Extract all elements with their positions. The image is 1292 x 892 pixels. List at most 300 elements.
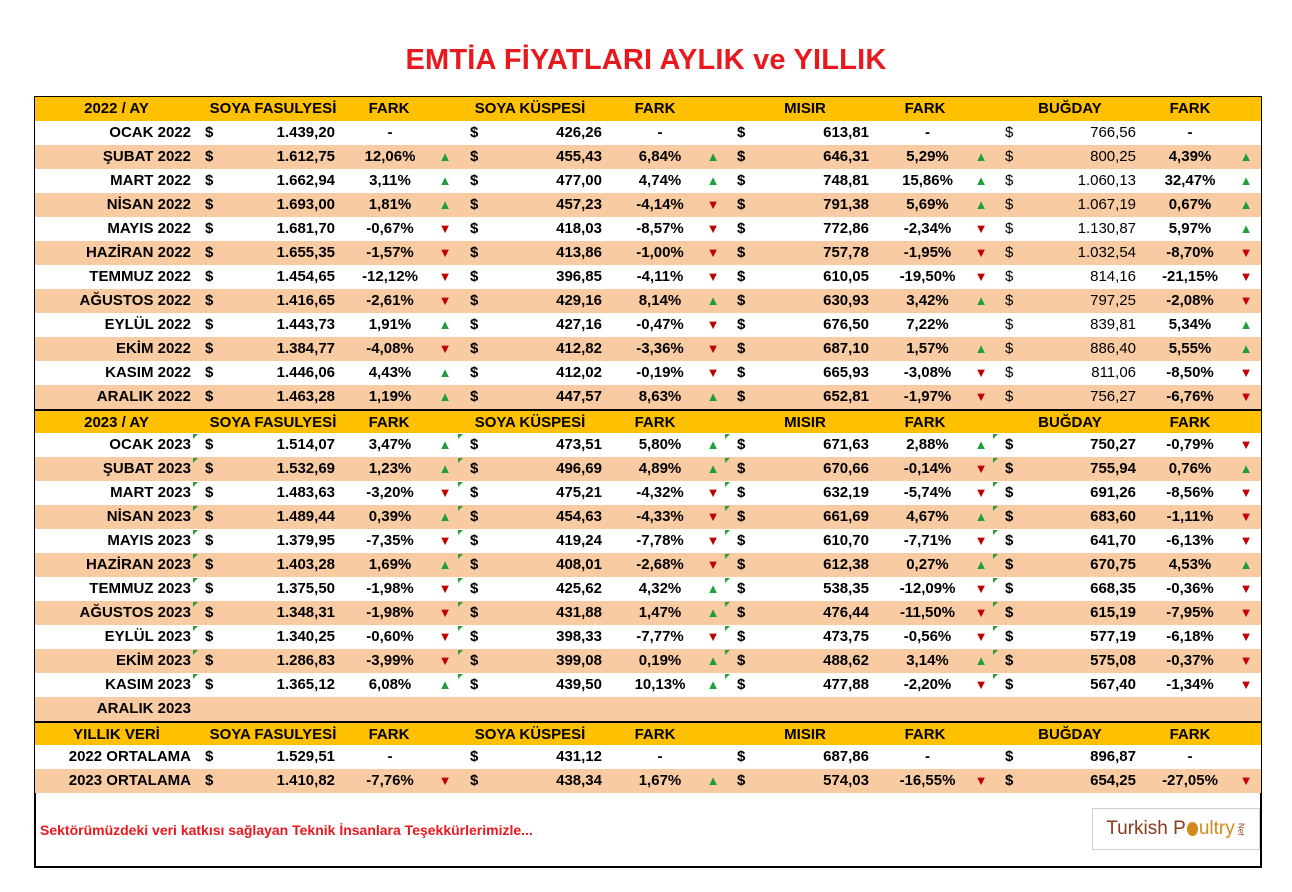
currency-symbol: $ bbox=[470, 388, 479, 405]
change-value: 5,97% bbox=[1168, 220, 1212, 237]
price-value: 1.130,87 bbox=[1077, 220, 1136, 237]
up-arrow-icon: ▲ bbox=[1239, 317, 1253, 332]
row-label: ŞUBAT 2023 bbox=[102, 460, 191, 477]
down-arrow-icon: ▼ bbox=[974, 773, 988, 788]
currency-symbol: $ bbox=[205, 364, 214, 381]
up-arrow-icon: ▲ bbox=[1239, 221, 1253, 236]
change-value: 3,47% bbox=[368, 436, 412, 453]
currency-symbol: $ bbox=[470, 556, 479, 573]
change-value: 4,89% bbox=[638, 460, 682, 477]
price-value: 408,01 bbox=[556, 556, 602, 573]
currency-symbol: $ bbox=[205, 556, 214, 573]
change-value: -1,98% bbox=[366, 580, 414, 597]
row-label: HAZİRAN 2023 bbox=[85, 556, 191, 573]
column-header: YILLIK VERİ bbox=[73, 726, 160, 743]
currency-symbol: $ bbox=[470, 772, 479, 789]
change-value: 4,53% bbox=[1168, 556, 1212, 573]
comment-marker bbox=[193, 650, 198, 655]
change-value: 8,63% bbox=[638, 388, 682, 405]
currency-symbol: $ bbox=[1005, 244, 1014, 261]
column-header: BUĞDAY bbox=[1038, 100, 1102, 117]
down-arrow-icon: ▼ bbox=[1239, 293, 1253, 308]
change-value: 4,74% bbox=[638, 172, 682, 189]
comment-marker bbox=[193, 482, 198, 487]
price-value: 646,31 bbox=[823, 148, 869, 165]
currency-symbol: $ bbox=[205, 532, 214, 549]
price-value: 438,34 bbox=[556, 772, 602, 789]
currency-symbol: $ bbox=[1005, 316, 1014, 333]
price-value: 427,16 bbox=[556, 316, 602, 333]
column-header: FARK bbox=[904, 726, 946, 743]
price-value: 1.416,65 bbox=[276, 292, 335, 309]
price-value: 676,50 bbox=[823, 316, 869, 333]
change-value: 1,57% bbox=[906, 340, 949, 357]
change-value: -0,47% bbox=[636, 316, 684, 333]
change-value: -0,36% bbox=[1166, 580, 1214, 597]
down-arrow-icon: ▼ bbox=[706, 365, 720, 380]
currency-symbol: $ bbox=[737, 124, 746, 141]
comment-marker bbox=[725, 458, 730, 463]
change-value: - bbox=[657, 748, 663, 765]
price-value: 476,44 bbox=[823, 604, 869, 621]
table-row bbox=[35, 601, 1261, 625]
price-value: 670,66 bbox=[823, 460, 869, 477]
change-value: 8,14% bbox=[638, 292, 682, 309]
comment-marker bbox=[458, 482, 463, 487]
change-value: -21,15% bbox=[1162, 268, 1218, 285]
currency-symbol: $ bbox=[1005, 268, 1014, 285]
column-header: 2022 / AY bbox=[84, 100, 149, 117]
price-value: 1.067,19 bbox=[1077, 196, 1136, 213]
table-row bbox=[35, 553, 1261, 577]
currency-symbol: $ bbox=[205, 628, 214, 645]
currency-symbol: $ bbox=[737, 580, 746, 597]
currency-symbol: $ bbox=[1005, 172, 1014, 189]
row-label: TEMMUZ 2023 bbox=[89, 580, 191, 597]
row-label: AĞUSTOS 2022 bbox=[79, 292, 191, 309]
price-value: 1.439,20 bbox=[276, 124, 335, 141]
change-value: 7,22% bbox=[906, 316, 949, 333]
price-value: 757,78 bbox=[823, 244, 869, 261]
currency-symbol: $ bbox=[470, 148, 479, 165]
currency-symbol: $ bbox=[737, 460, 746, 477]
change-value: 5,55% bbox=[1168, 340, 1212, 357]
currency-symbol: $ bbox=[1005, 388, 1014, 405]
currency-symbol: $ bbox=[737, 268, 746, 285]
currency-symbol: $ bbox=[1005, 508, 1014, 525]
comment-marker bbox=[458, 530, 463, 535]
currency-symbol: $ bbox=[205, 388, 214, 405]
price-value: 425,62 bbox=[556, 580, 602, 597]
up-arrow-icon: ▲ bbox=[1239, 557, 1253, 572]
currency-symbol: $ bbox=[470, 652, 479, 669]
up-arrow-icon: ▲ bbox=[706, 293, 720, 308]
price-value: 1.529,51 bbox=[276, 748, 335, 765]
row-label: NİSAN 2022 bbox=[106, 196, 191, 213]
price-value: 886,40 bbox=[1090, 340, 1136, 357]
currency-symbol: $ bbox=[737, 604, 746, 621]
change-value: -3,20% bbox=[366, 484, 414, 501]
down-arrow-icon: ▼ bbox=[1239, 269, 1253, 284]
change-value: -2,61% bbox=[366, 292, 414, 309]
price-value bbox=[215, 697, 335, 721]
comment-marker bbox=[458, 458, 463, 463]
currency-symbol: $ bbox=[470, 628, 479, 645]
change-value: 4,67% bbox=[906, 508, 949, 525]
change-value: -2,20% bbox=[903, 676, 952, 693]
price-value: 1.463,28 bbox=[276, 388, 335, 405]
row-label: ARALIK 2023 bbox=[96, 700, 191, 717]
price-value: 457,23 bbox=[556, 196, 602, 213]
down-arrow-icon: ▼ bbox=[438, 245, 452, 260]
column-header: SOYA FASULYESİ bbox=[209, 100, 337, 117]
down-arrow-icon: ▼ bbox=[706, 485, 720, 500]
change-value: -1,57% bbox=[366, 244, 414, 261]
table-row bbox=[35, 337, 1261, 361]
currency-symbol: $ bbox=[1005, 604, 1014, 621]
down-arrow-icon: ▼ bbox=[974, 365, 988, 380]
currency-symbol: $ bbox=[470, 460, 479, 477]
down-arrow-icon: ▼ bbox=[438, 341, 452, 356]
change-value: 1,19% bbox=[368, 388, 412, 405]
price-value: 750,27 bbox=[1090, 436, 1136, 453]
down-arrow-icon: ▼ bbox=[706, 341, 720, 356]
change-value: - bbox=[925, 748, 930, 765]
comment-marker bbox=[193, 434, 198, 439]
thanks-note: Sektörümüzdeki veri katkısı sağlayan Teknik İnsanlara Teşekkürlerimizle... bbox=[40, 822, 533, 838]
currency-symbol: $ bbox=[470, 340, 479, 357]
down-arrow-icon: ▼ bbox=[1239, 533, 1253, 548]
down-arrow-icon: ▼ bbox=[438, 221, 452, 236]
change-value: 0,27% bbox=[906, 556, 949, 573]
row-label: EYLÜL 2022 bbox=[104, 316, 191, 333]
change-value: - bbox=[1187, 124, 1193, 141]
change-value: -4,11% bbox=[636, 268, 684, 285]
currency-symbol: $ bbox=[470, 604, 479, 621]
up-arrow-icon: ▲ bbox=[1239, 461, 1253, 476]
change-value: -2,68% bbox=[636, 556, 684, 573]
comment-marker bbox=[458, 602, 463, 607]
up-arrow-icon: ▲ bbox=[706, 677, 720, 692]
up-arrow-icon: ▲ bbox=[974, 341, 988, 356]
currency-symbol: $ bbox=[205, 268, 214, 285]
table-row bbox=[35, 433, 1261, 457]
column-header: FARK bbox=[634, 726, 676, 743]
logo-text-2: ultry bbox=[1198, 818, 1235, 839]
table-row bbox=[35, 577, 1261, 601]
change-value: 1,67% bbox=[638, 772, 682, 789]
currency-symbol: $ bbox=[205, 220, 214, 237]
price-value bbox=[749, 697, 869, 721]
column-header: FARK bbox=[904, 100, 946, 117]
change-value: -1,34% bbox=[1166, 676, 1214, 693]
down-arrow-icon: ▼ bbox=[438, 605, 452, 620]
price-value: 1.655,35 bbox=[276, 244, 335, 261]
change-value: 6,84% bbox=[638, 148, 682, 165]
currency-symbol: $ bbox=[470, 172, 479, 189]
up-arrow-icon: ▲ bbox=[438, 365, 452, 380]
change-value: -12,09% bbox=[899, 580, 956, 597]
comment-marker bbox=[993, 482, 998, 487]
change-value: -5,74% bbox=[903, 484, 952, 501]
price-value: 473,75 bbox=[823, 628, 869, 645]
table-row bbox=[35, 481, 1261, 505]
table-row bbox=[35, 649, 1261, 673]
row-label: 2023 ORTALAMA bbox=[68, 772, 191, 789]
price-value: 1.693,00 bbox=[276, 196, 335, 213]
up-arrow-icon: ▲ bbox=[438, 509, 452, 524]
change-value: -1,11% bbox=[1166, 508, 1214, 525]
comment-marker bbox=[725, 578, 730, 583]
price-value: 1.489,44 bbox=[276, 508, 335, 525]
price-value: 610,05 bbox=[823, 268, 869, 285]
price-value: 477,88 bbox=[823, 676, 869, 693]
table-row bbox=[35, 745, 1261, 769]
price-value: 1.348,31 bbox=[276, 604, 335, 621]
table-row bbox=[35, 625, 1261, 649]
change-value: -0,19% bbox=[636, 364, 684, 381]
price-value: 612,38 bbox=[823, 556, 869, 573]
comment-marker bbox=[725, 602, 730, 607]
currency-symbol: $ bbox=[1005, 340, 1014, 357]
currency-symbol: $ bbox=[737, 532, 746, 549]
price-value: 797,25 bbox=[1090, 292, 1136, 309]
currency-symbol: $ bbox=[1005, 364, 1014, 381]
price-value: 1.060,13 bbox=[1077, 172, 1136, 189]
price-value: 748,81 bbox=[823, 172, 869, 189]
currency-symbol: $ bbox=[737, 652, 746, 669]
currency-symbol: $ bbox=[205, 316, 214, 333]
comment-marker bbox=[458, 554, 463, 559]
change-value: -3,08% bbox=[903, 364, 952, 381]
price-value bbox=[1016, 697, 1136, 721]
comment-marker bbox=[458, 626, 463, 631]
price-value: 1.340,25 bbox=[276, 628, 335, 645]
down-arrow-icon: ▼ bbox=[706, 245, 720, 260]
price-value: 1.454,65 bbox=[276, 268, 335, 285]
price-value: 691,26 bbox=[1090, 484, 1136, 501]
down-arrow-icon: ▼ bbox=[706, 629, 720, 644]
currency-symbol: $ bbox=[1005, 652, 1014, 669]
up-arrow-icon: ▲ bbox=[974, 149, 988, 164]
price-value: 538,35 bbox=[823, 580, 869, 597]
price-value: 687,86 bbox=[823, 748, 869, 765]
down-arrow-icon: ▼ bbox=[706, 533, 720, 548]
currency-symbol: $ bbox=[470, 268, 479, 285]
down-arrow-icon: ▼ bbox=[974, 269, 988, 284]
column-header: SOYA KÜSPESİ bbox=[474, 100, 586, 117]
change-value: 1,81% bbox=[368, 196, 412, 213]
price-value: 1.612,75 bbox=[276, 148, 335, 165]
row-label: MAYIS 2023 bbox=[107, 532, 191, 549]
currency-symbol: $ bbox=[205, 748, 214, 765]
change-value: -7,35% bbox=[366, 532, 414, 549]
price-value: 755,94 bbox=[1090, 460, 1136, 477]
up-arrow-icon: ▲ bbox=[438, 317, 452, 332]
column-header: SOYA KÜSPESİ bbox=[474, 414, 586, 431]
row-label: OCAK 2023 bbox=[109, 436, 191, 453]
row-label: EKİM 2022 bbox=[115, 340, 191, 357]
change-value: -8,56% bbox=[1166, 484, 1214, 501]
price-value: 1.443,73 bbox=[276, 316, 335, 333]
currency-symbol: $ bbox=[1005, 580, 1014, 597]
price-value: 1.446,06 bbox=[276, 364, 335, 381]
price-value: 447,57 bbox=[556, 388, 602, 405]
currency-symbol: $ bbox=[737, 316, 746, 333]
comment-marker bbox=[725, 434, 730, 439]
price-value: 475,21 bbox=[556, 484, 602, 501]
currency-symbol: $ bbox=[737, 364, 746, 381]
comment-marker bbox=[458, 650, 463, 655]
change-value: -7,76% bbox=[366, 772, 414, 789]
down-arrow-icon: ▼ bbox=[974, 245, 988, 260]
change-value: -6,18% bbox=[1166, 628, 1214, 645]
logo-net: Net bbox=[1236, 822, 1246, 836]
change-value: -4,32% bbox=[636, 484, 684, 501]
column-header: BUĞDAY bbox=[1038, 414, 1102, 431]
change-value: -7,71% bbox=[903, 532, 952, 549]
change-value: 4,32% bbox=[638, 580, 682, 597]
currency-symbol: $ bbox=[737, 772, 746, 789]
change-value: -0,60% bbox=[366, 628, 414, 645]
column-header: FARK bbox=[368, 726, 410, 743]
price-value: 412,02 bbox=[556, 364, 602, 381]
comment-marker bbox=[458, 434, 463, 439]
commodity-table bbox=[35, 97, 1261, 793]
change-value: 32,47% bbox=[1164, 172, 1216, 189]
row-label: MART 2023 bbox=[110, 484, 191, 501]
up-arrow-icon: ▲ bbox=[438, 173, 452, 188]
currency-symbol: $ bbox=[470, 436, 479, 453]
change-value: -3,36% bbox=[636, 340, 684, 357]
price-value: 1.514,07 bbox=[276, 436, 335, 453]
price-value: 431,88 bbox=[556, 604, 602, 621]
change-value: 4,39% bbox=[1168, 148, 1212, 165]
down-arrow-icon: ▼ bbox=[438, 269, 452, 284]
table-row bbox=[35, 361, 1261, 385]
table-row bbox=[35, 169, 1261, 193]
price-value: 455,43 bbox=[556, 148, 602, 165]
change-value: 3,42% bbox=[906, 292, 949, 309]
table-row bbox=[35, 145, 1261, 169]
comment-marker bbox=[725, 650, 730, 655]
up-arrow-icon: ▲ bbox=[438, 389, 452, 404]
price-value: 671,63 bbox=[823, 436, 869, 453]
price-value: 766,56 bbox=[1090, 124, 1136, 141]
table-row bbox=[35, 769, 1261, 793]
comment-marker bbox=[193, 554, 198, 559]
change-value bbox=[1145, 697, 1235, 721]
column-header: 2023 / AY bbox=[84, 414, 149, 431]
price-value: 814,16 bbox=[1090, 268, 1136, 285]
price-value: 1.375,50 bbox=[276, 580, 335, 597]
column-header: SOYA KÜSPESİ bbox=[474, 726, 586, 743]
price-value: 800,25 bbox=[1090, 148, 1136, 165]
price-value: 1.532,69 bbox=[276, 460, 335, 477]
currency-symbol: $ bbox=[1005, 196, 1014, 213]
logo-text: Turkish P bbox=[1106, 818, 1186, 839]
currency-symbol: $ bbox=[737, 292, 746, 309]
row-label: NİSAN 2023 bbox=[106, 508, 191, 525]
change-value: 1,69% bbox=[368, 556, 412, 573]
change-value: 6,08% bbox=[368, 676, 412, 693]
up-arrow-icon: ▲ bbox=[1239, 341, 1253, 356]
row-label: EKİM 2023 bbox=[115, 652, 191, 669]
column-header: FARK bbox=[904, 414, 946, 431]
comment-marker bbox=[993, 626, 998, 631]
currency-symbol: $ bbox=[205, 196, 214, 213]
price-value: 670,75 bbox=[1090, 556, 1136, 573]
currency-symbol: $ bbox=[1005, 532, 1014, 549]
currency-symbol: $ bbox=[737, 628, 746, 645]
price-value: 613,81 bbox=[823, 124, 869, 141]
comment-marker bbox=[193, 602, 198, 607]
change-value: 1,23% bbox=[368, 460, 412, 477]
table-row bbox=[35, 289, 1261, 313]
change-value bbox=[615, 697, 705, 721]
price-value: 473,51 bbox=[556, 436, 602, 453]
down-arrow-icon: ▼ bbox=[438, 581, 452, 596]
column-header: FARK bbox=[634, 414, 676, 431]
comment-marker bbox=[993, 434, 998, 439]
currency-symbol: $ bbox=[737, 244, 746, 261]
change-value: 0,76% bbox=[1168, 460, 1212, 477]
price-value: 399,08 bbox=[556, 652, 602, 669]
change-value: -7,95% bbox=[1166, 604, 1214, 621]
price-value: 439,50 bbox=[556, 676, 602, 693]
change-value: -19,50% bbox=[899, 268, 956, 285]
change-value: -4,14% bbox=[636, 196, 684, 213]
up-arrow-icon: ▲ bbox=[974, 653, 988, 668]
change-value: - bbox=[657, 124, 663, 141]
change-value: -2,34% bbox=[903, 220, 952, 237]
up-arrow-icon: ▲ bbox=[706, 653, 720, 668]
change-value: - bbox=[387, 748, 393, 765]
price-value: 668,35 bbox=[1090, 580, 1136, 597]
price-value: 756,27 bbox=[1090, 388, 1136, 405]
price-value: 683,60 bbox=[1090, 508, 1136, 525]
comment-marker bbox=[993, 650, 998, 655]
row-label: MART 2022 bbox=[110, 172, 191, 189]
up-arrow-icon: ▲ bbox=[706, 773, 720, 788]
currency-symbol: $ bbox=[470, 316, 479, 333]
column-header: MISIR bbox=[784, 726, 826, 743]
change-value: 12,06% bbox=[364, 148, 416, 165]
price-value: 1.483,63 bbox=[276, 484, 335, 501]
down-arrow-icon: ▼ bbox=[1239, 245, 1253, 260]
comment-marker bbox=[993, 506, 998, 511]
row-label: EYLÜL 2023 bbox=[104, 628, 191, 645]
comment-marker bbox=[993, 530, 998, 535]
currency-symbol: $ bbox=[737, 196, 746, 213]
currency-symbol: $ bbox=[1005, 460, 1014, 477]
currency-symbol: $ bbox=[737, 508, 746, 525]
up-arrow-icon: ▲ bbox=[438, 149, 452, 164]
currency-symbol: $ bbox=[737, 148, 746, 165]
change-value: - bbox=[387, 124, 393, 141]
comment-marker bbox=[725, 506, 730, 511]
up-arrow-icon: ▲ bbox=[974, 173, 988, 188]
currency-symbol: $ bbox=[470, 196, 479, 213]
column-header: FARK bbox=[1169, 100, 1211, 117]
row-label: HAZİRAN 2022 bbox=[85, 244, 191, 261]
table-row bbox=[35, 457, 1261, 481]
currency-symbol: $ bbox=[1005, 484, 1014, 501]
price-value: 1.384,77 bbox=[276, 340, 335, 357]
table-row bbox=[35, 217, 1261, 241]
currency-symbol: $ bbox=[205, 772, 214, 789]
change-value: -12,12% bbox=[362, 268, 418, 285]
